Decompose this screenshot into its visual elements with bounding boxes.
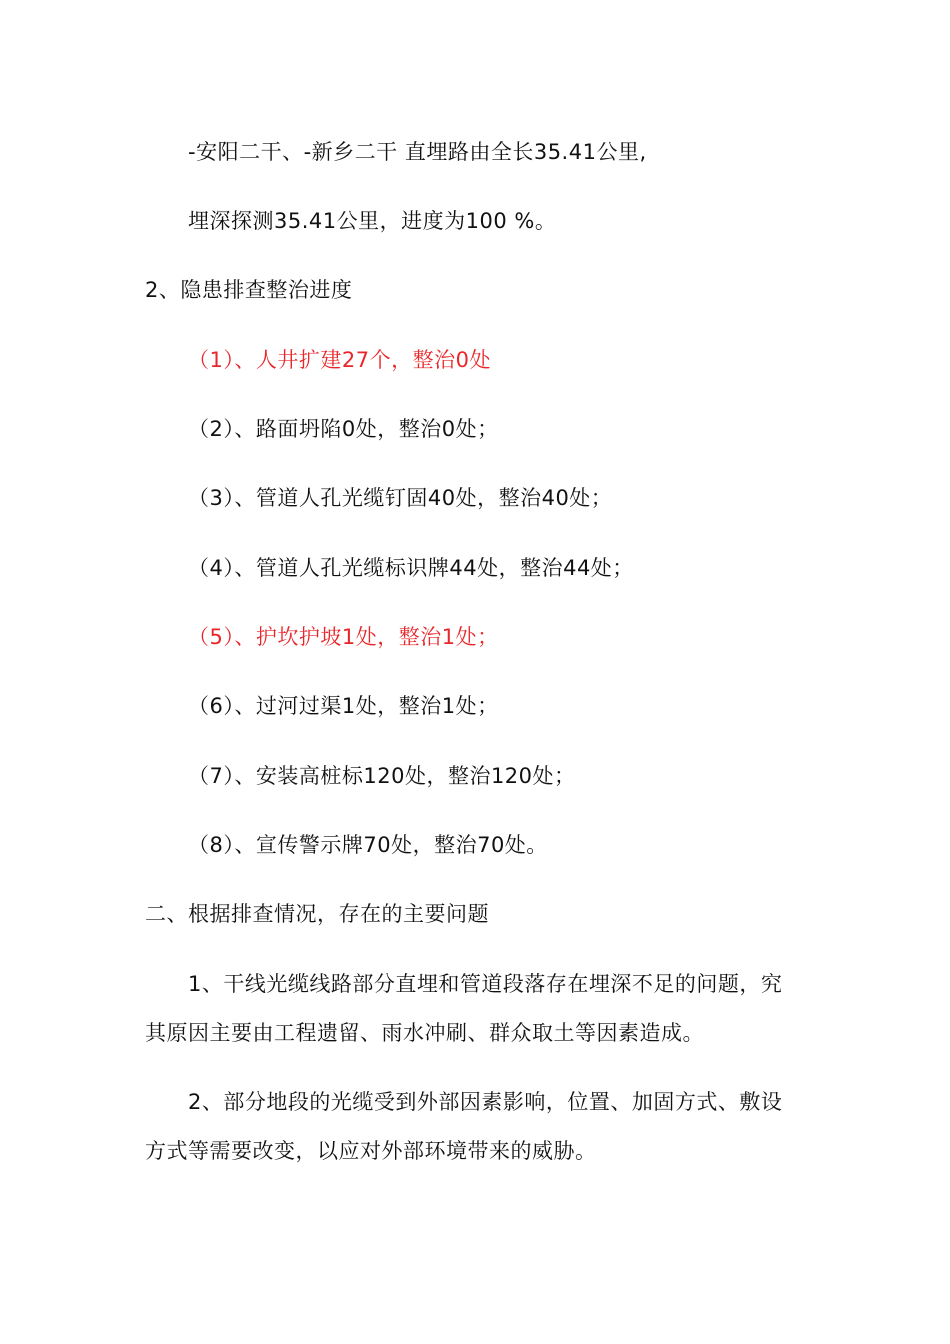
route-length-line: -安阳二干、-新乡二干 直埋路由全长35.41公里, [188, 140, 647, 164]
hazard-item-3: （3）、管道人孔光缆钉固40处，整治40处； [188, 486, 613, 510]
hazard-section-heading: 2、隐患排查整治进度 [145, 278, 353, 302]
hazard-item-7: （7）、安装高桩标120处，整治120处； [188, 764, 576, 788]
hazard-item-2: （2）、路面坍陷0处，整治0处； [188, 417, 499, 441]
hazard-item-1: （1）、人井扩建27个，整治0处 [188, 348, 491, 372]
problem-2-line-2: 方式等需要改变，以应对外部环境带来的威胁。 [145, 1139, 597, 1163]
hazard-item-8: （8）、宣传警示牌70处，整治70处。 [188, 833, 548, 857]
problem-2-line-1: 2、部分地段的光缆受到外部因素影响，位置、加固方式、敷设 [188, 1090, 783, 1114]
depth-progress-line: 埋深探测35.41公里，进度为100 %。 [188, 209, 557, 233]
hazard-item-4: （4）、管道人孔光缆标识牌44处，整治44处； [188, 556, 634, 580]
problems-section-heading: 二、根据排查情况，存在的主要问题 [145, 902, 489, 926]
problem-1-line-1: 1、干线光缆线路部分直埋和管道段落存在埋深不足的问题，究 [188, 972, 783, 996]
hazard-item-5: （5）、护坎护坡1处，整治1处； [188, 625, 499, 649]
problem-1-line-2: 其原因主要由工程遗留、雨水冲刷、群众取土等因素造成。 [145, 1021, 704, 1045]
hazard-item-6: （6）、过河过渠1处，整治1处； [188, 694, 499, 718]
